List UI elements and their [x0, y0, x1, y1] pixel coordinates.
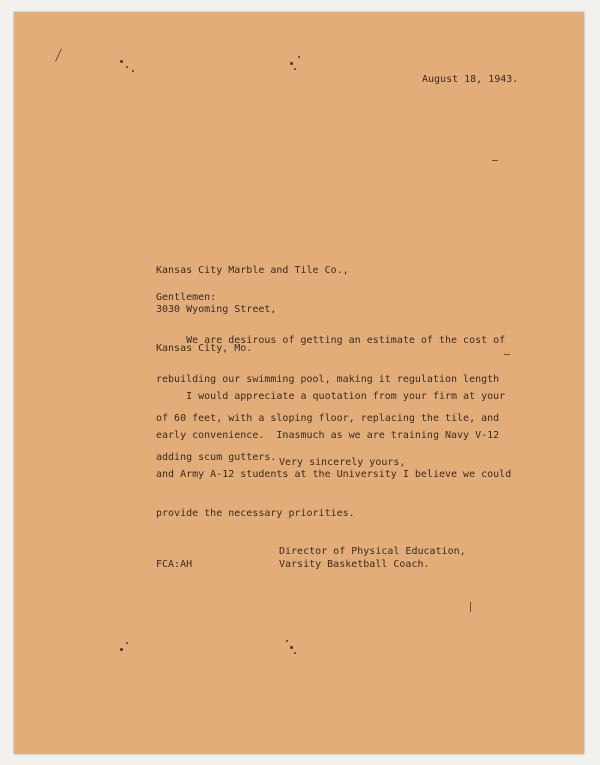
paragraph-line: early convenience. Inasmuch as we are training Navy V-12: [156, 430, 500, 441]
paper-speck: [286, 640, 288, 642]
letter-page: [14, 12, 584, 754]
paper-mark: [55, 48, 62, 61]
paper-mark: [470, 602, 471, 612]
paragraph-line: We are desirous of getting an estimate of the cost of: [156, 335, 506, 346]
paragraph-line: rebuilding our swimming pool, making it regulation length: [156, 374, 500, 385]
paragraph-line: I would appreciate a quotation from your firm at your: [156, 391, 506, 402]
signature-title-1: Director of Physical Education,: [279, 546, 466, 557]
paper-speck: [294, 652, 296, 654]
recipient-line: Kansas City Marble and Tile Co.,: [156, 265, 349, 276]
signature-title-2: Varsity Basketball Coach.: [279, 559, 430, 570]
paragraph-line: provide the necessary priorities.: [156, 508, 355, 519]
paper-speck: [290, 62, 293, 65]
letter-date: August 18, 1943.: [422, 74, 519, 85]
recipient-line: 3030 Wyoming Street,: [156, 304, 277, 315]
paper-speck: [120, 60, 123, 63]
paper-speck: [132, 70, 134, 72]
paper-speck: [120, 648, 123, 651]
paper-speck: [298, 56, 300, 58]
paragraph-line: and Army A-12 students at the University I believe we could: [156, 469, 512, 480]
complimentary-closing: Very sincerely yours,: [279, 457, 406, 468]
paper-speck: [126, 642, 128, 644]
paper-speck: [294, 68, 296, 70]
paragraph-line: adding scum gutters.: [156, 452, 277, 463]
reference-initials: FCA:AH: [156, 559, 193, 570]
salutation: Gentlemen:: [156, 292, 217, 303]
paper-speck: [290, 646, 293, 649]
paper-mark: [492, 160, 498, 161]
recipient-line: Kansas City, Mo.: [156, 343, 253, 354]
body-paragraph-2: [156, 364, 516, 546]
paper-speck: [126, 66, 128, 68]
paragraph-line: of 60 feet, with a sloping floor, replacing the tile, and: [156, 413, 500, 424]
